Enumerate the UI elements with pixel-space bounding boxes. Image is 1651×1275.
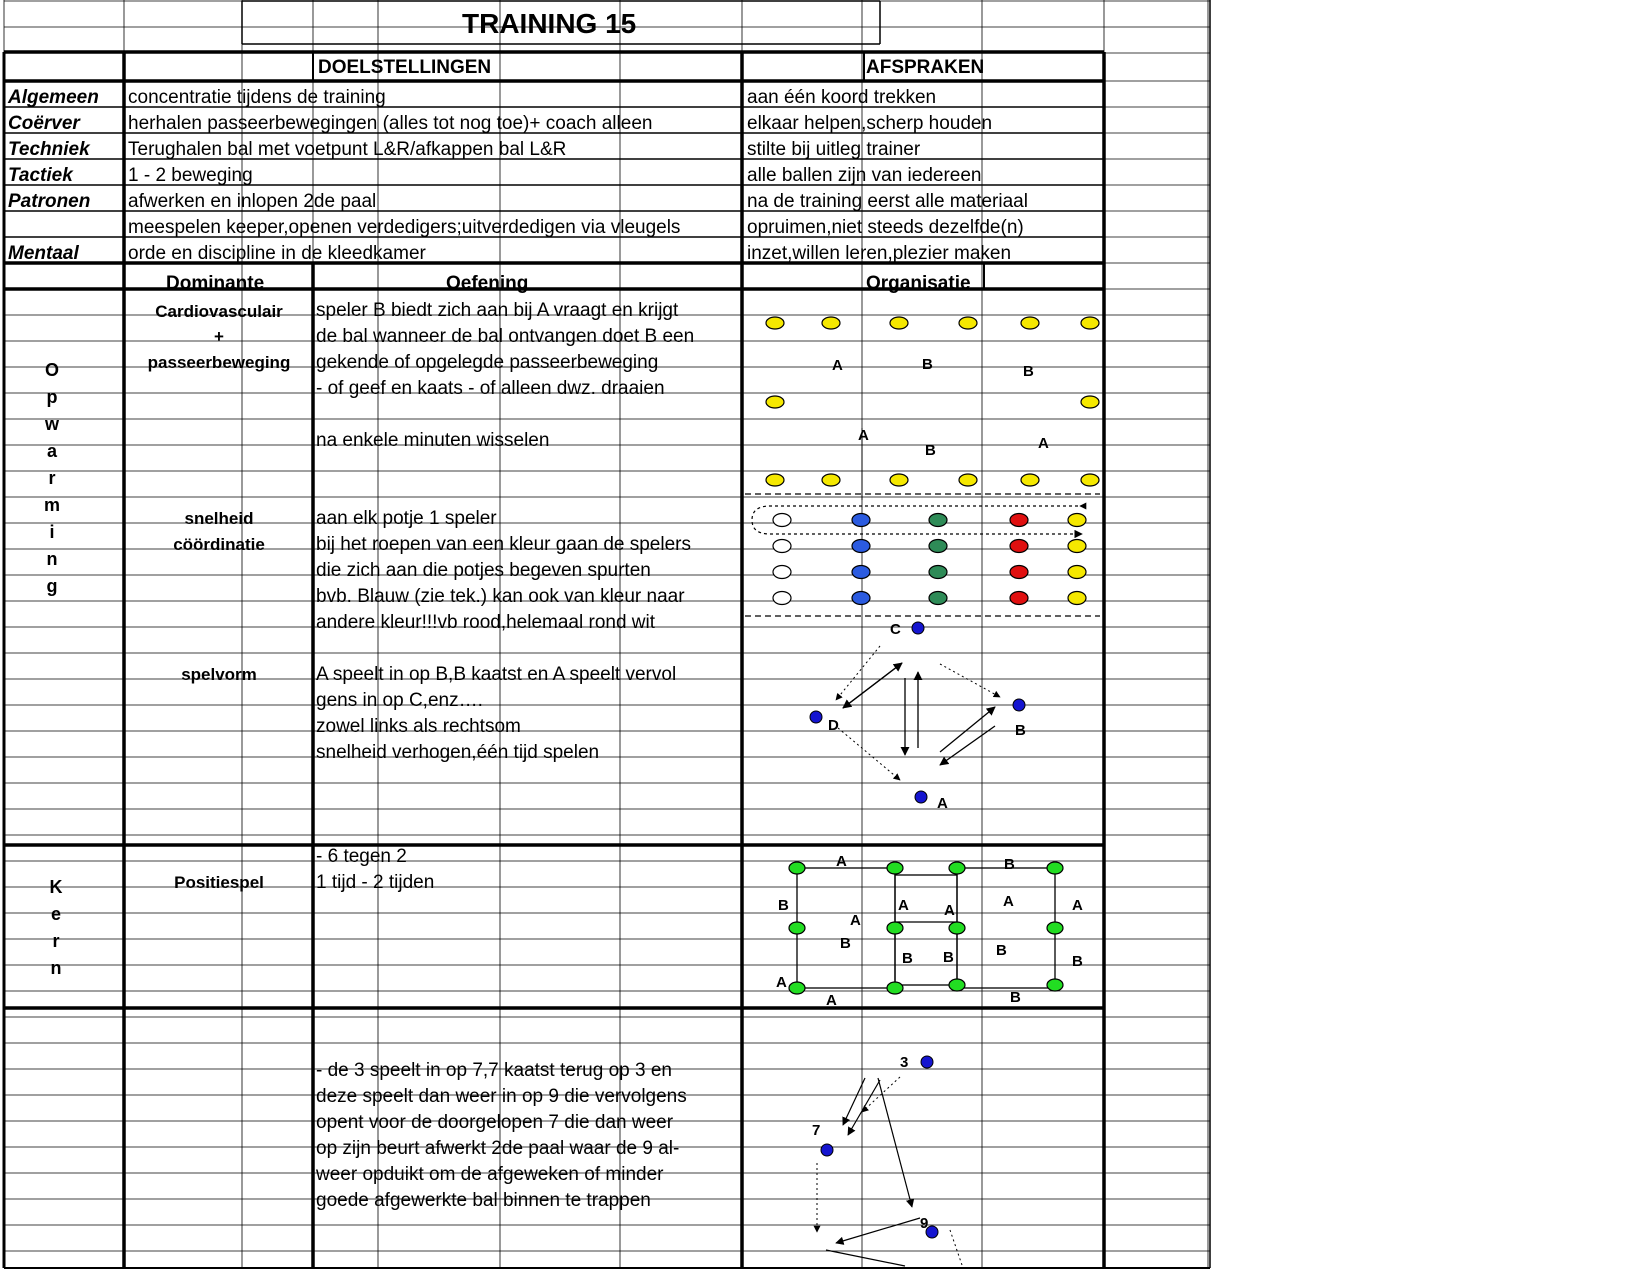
cone-row-middle bbox=[766, 396, 1099, 408]
goal-category-label: Algemeen bbox=[8, 87, 99, 108]
header-dominante: Dominante bbox=[166, 273, 265, 294]
cone bbox=[789, 922, 805, 934]
agreement-text: aan één koord trekken bbox=[747, 87, 937, 108]
diag1-label: B bbox=[925, 442, 936, 459]
diag4-label: B bbox=[902, 950, 913, 967]
phase-letter: r bbox=[48, 468, 56, 488]
diag1-label: A bbox=[1038, 435, 1049, 452]
pot bbox=[773, 540, 791, 553]
header-doelstellingen: DOELSTELLINGEN bbox=[318, 57, 492, 78]
phase-letter: r bbox=[52, 931, 60, 951]
goal-category-label: Patronen bbox=[8, 191, 91, 212]
phase-letter: g bbox=[46, 576, 58, 596]
cone bbox=[1047, 922, 1063, 934]
player-d bbox=[810, 711, 822, 723]
diag3-label: C bbox=[890, 621, 901, 638]
cone bbox=[887, 922, 903, 934]
header-organisatie: Organisatie bbox=[866, 273, 971, 294]
pot bbox=[1010, 592, 1028, 605]
goal-text: herhalen passeerbewegingen (alles tot nog toe)+ coach alleen bbox=[128, 113, 653, 134]
cone bbox=[887, 982, 903, 994]
pot bbox=[929, 514, 947, 527]
pot bbox=[1010, 566, 1028, 579]
diag4-label: B bbox=[943, 949, 954, 966]
diag4-label: B bbox=[1010, 989, 1021, 1006]
dominant-plus: + bbox=[214, 327, 224, 346]
pot bbox=[852, 514, 870, 527]
page-title: TRAINING 15 bbox=[462, 8, 637, 39]
dominant-spelvorm: spelvorm bbox=[181, 665, 257, 684]
cone bbox=[949, 922, 965, 934]
pot bbox=[773, 566, 791, 579]
diag4-label: A bbox=[898, 897, 909, 914]
goal-text: orde en discipline in de kleedkamer bbox=[128, 243, 426, 264]
exercise-line: gekende of opgelegde passeerbeweging bbox=[316, 352, 659, 373]
agreement-text: stilte bij uitleg trainer bbox=[747, 139, 921, 160]
pot bbox=[852, 592, 870, 605]
goal-category-label: Mentaal bbox=[8, 243, 79, 264]
diag4-label: A bbox=[826, 992, 837, 1009]
diag1-label: A bbox=[832, 357, 843, 374]
goal-text: concentratie tijdens de training bbox=[128, 87, 386, 108]
cone bbox=[949, 979, 965, 991]
dominant-coordinatie: cöördinatie bbox=[173, 535, 265, 554]
diag4-label: A bbox=[836, 853, 847, 870]
pot bbox=[1068, 566, 1086, 579]
goal-text: afwerken en inlopen 2de paal bbox=[128, 191, 377, 212]
pot bbox=[929, 592, 947, 605]
header-oefening: Oefening bbox=[446, 273, 529, 294]
diag4-label: A bbox=[944, 902, 955, 919]
pot bbox=[773, 592, 791, 605]
exercise-line: die zich aan die potjes begeven spurten bbox=[316, 560, 651, 581]
header-afspraken: AFSPRAKEN bbox=[866, 57, 985, 78]
diag1-label: B bbox=[922, 356, 933, 373]
diag4-label: B bbox=[1004, 856, 1015, 873]
pot bbox=[1068, 592, 1086, 605]
agreement-text: elkaar helpen,scherp houden bbox=[747, 113, 993, 134]
exercise-line: - de 3 speelt in op 7,7 kaatst terug op 3 en bbox=[316, 1060, 672, 1081]
player-7 bbox=[821, 1144, 833, 1156]
phase-letter: n bbox=[50, 958, 62, 978]
agreement-text: na de training eerst alle materiaal bbox=[747, 191, 1028, 212]
player-a bbox=[915, 791, 927, 803]
phase-letter: O bbox=[44, 360, 59, 380]
diag4-label: B bbox=[778, 897, 789, 914]
dominant-passeerbeweging: passeerbeweging bbox=[147, 353, 291, 372]
diag3-label: A bbox=[937, 795, 948, 812]
exercise-line: bvb. Blauw (zie tek.) kan ook van kleur naar bbox=[316, 586, 685, 607]
pot bbox=[929, 566, 947, 579]
phase-letter: p bbox=[46, 387, 58, 407]
dominant-snelheid: snelheid bbox=[184, 509, 254, 528]
diag4-label: A bbox=[850, 912, 861, 929]
exercise-line: zowel links als rechtsom bbox=[316, 716, 521, 737]
exercise-line: de bal wanneer de bal ontvangen doet B een bbox=[316, 326, 695, 347]
exercise-line: - of geef en kaats - of alleen dwz. draaien bbox=[316, 378, 665, 399]
diagram-positiespel bbox=[776, 853, 1083, 1009]
cone-row-bottom bbox=[766, 474, 1099, 486]
diagram-kleuren-potjes bbox=[745, 494, 1100, 616]
cone bbox=[789, 982, 805, 994]
cone bbox=[1047, 862, 1063, 874]
cone bbox=[887, 862, 903, 874]
diagram-spelvorm bbox=[810, 621, 1026, 812]
diag3-label: D bbox=[828, 717, 839, 734]
diagram-passeerbeweging bbox=[766, 317, 1099, 500]
diag4-label: B bbox=[1072, 953, 1083, 970]
exercise-line: andere kleur!!!vb rood,helemaal rond wit bbox=[316, 612, 656, 633]
exercise-line: gens in op C,enz…. bbox=[316, 690, 483, 711]
exercise-line: speler B biedt zich aan bij A vraagt en krijgt bbox=[316, 300, 679, 321]
player-c bbox=[912, 622, 924, 634]
phase-letter: a bbox=[46, 441, 57, 461]
diag4-label: A bbox=[1072, 897, 1083, 914]
exercise-line: aan elk potje 1 speler bbox=[316, 508, 497, 529]
goal-category-label: Coërver bbox=[8, 113, 80, 134]
diagram-afwerken bbox=[812, 1054, 962, 1266]
phase-letter: n bbox=[46, 549, 58, 569]
pot bbox=[1010, 540, 1028, 553]
pot bbox=[1068, 514, 1086, 527]
exercise-line: - 6 tegen 2 bbox=[316, 846, 407, 867]
cone bbox=[789, 862, 805, 874]
pot bbox=[852, 540, 870, 553]
agreement-text: inzet,willen leren,plezier maken bbox=[747, 243, 1012, 264]
goal-category-label: Tactiek bbox=[8, 165, 73, 186]
player-b bbox=[1013, 699, 1025, 711]
diag4-label: B bbox=[996, 942, 1007, 959]
pot-grid bbox=[773, 514, 1086, 605]
cone bbox=[949, 862, 965, 874]
cones-positiespel bbox=[789, 862, 1063, 994]
agreement-text: opruimen,niet steeds dezelfde(n) bbox=[747, 217, 1024, 238]
route-loop bbox=[752, 506, 1084, 534]
exercise-line: goede afgewerkte bal binnen te trappen bbox=[316, 1190, 651, 1211]
goal-text: Terughalen bal met voetpunt L&R/afkappen bal L&R bbox=[128, 139, 567, 160]
pot bbox=[1010, 514, 1028, 527]
diag4-label: A bbox=[1003, 893, 1014, 910]
diag3-label: B bbox=[1015, 722, 1026, 739]
exercise-line: weer opduikt om de afgeweken of minder bbox=[316, 1164, 664, 1185]
phase-letter: e bbox=[50, 904, 61, 924]
exercise-line: snelheid verhogen,één tijd spelen bbox=[316, 742, 600, 763]
phase-letter: m bbox=[43, 495, 60, 515]
pot bbox=[1068, 540, 1086, 553]
goal-category-label: Techniek bbox=[8, 139, 90, 160]
diag1-label: B bbox=[1023, 363, 1034, 380]
diag5-label: 9 bbox=[920, 1215, 929, 1232]
player-3 bbox=[921, 1056, 933, 1068]
cone bbox=[1047, 979, 1063, 991]
diag5-label: 7 bbox=[812, 1122, 821, 1139]
exercise-line: na enkele minuten wisselen bbox=[316, 430, 550, 451]
dominant-positiespel: Positiespel bbox=[174, 873, 264, 892]
exercise-line: opent voor de doorgelopen 7 die dan weer bbox=[316, 1112, 674, 1133]
goal-text: meespelen keeper,openen verdedigers;uitverdedigen via vleugels bbox=[128, 217, 681, 238]
exercise-line: deze speelt dan weer in op 9 die vervolgens bbox=[316, 1086, 687, 1107]
diag5-label: 3 bbox=[900, 1054, 909, 1071]
pot bbox=[773, 514, 791, 527]
exercise-line: op zijn beurt afwerkt 2de paal waar de 9 al- bbox=[316, 1138, 680, 1159]
goal-text: 1 - 2 beweging bbox=[128, 165, 253, 186]
diag1-label: A bbox=[858, 427, 869, 444]
phase-letter: K bbox=[49, 877, 63, 897]
phase-letter: w bbox=[44, 414, 59, 434]
diag4-label: B bbox=[840, 935, 851, 952]
phase-letter: i bbox=[49, 522, 55, 542]
diag4-label: A bbox=[776, 974, 787, 991]
dominant-cardiovasculair: Cardiovasculair bbox=[155, 302, 283, 321]
pot bbox=[929, 540, 947, 553]
agreement-text: alle ballen zijn van iedereen bbox=[747, 165, 982, 186]
exercise-line: 1 tijd - 2 tijden bbox=[316, 872, 435, 893]
cone-row-top bbox=[766, 317, 1099, 329]
pot bbox=[852, 566, 870, 579]
exercise-line: A speelt in op B,B kaatst en A speelt vervol bbox=[316, 664, 677, 685]
exercise-line: bij het roepen van een kleur gaan de spelers bbox=[316, 534, 691, 555]
